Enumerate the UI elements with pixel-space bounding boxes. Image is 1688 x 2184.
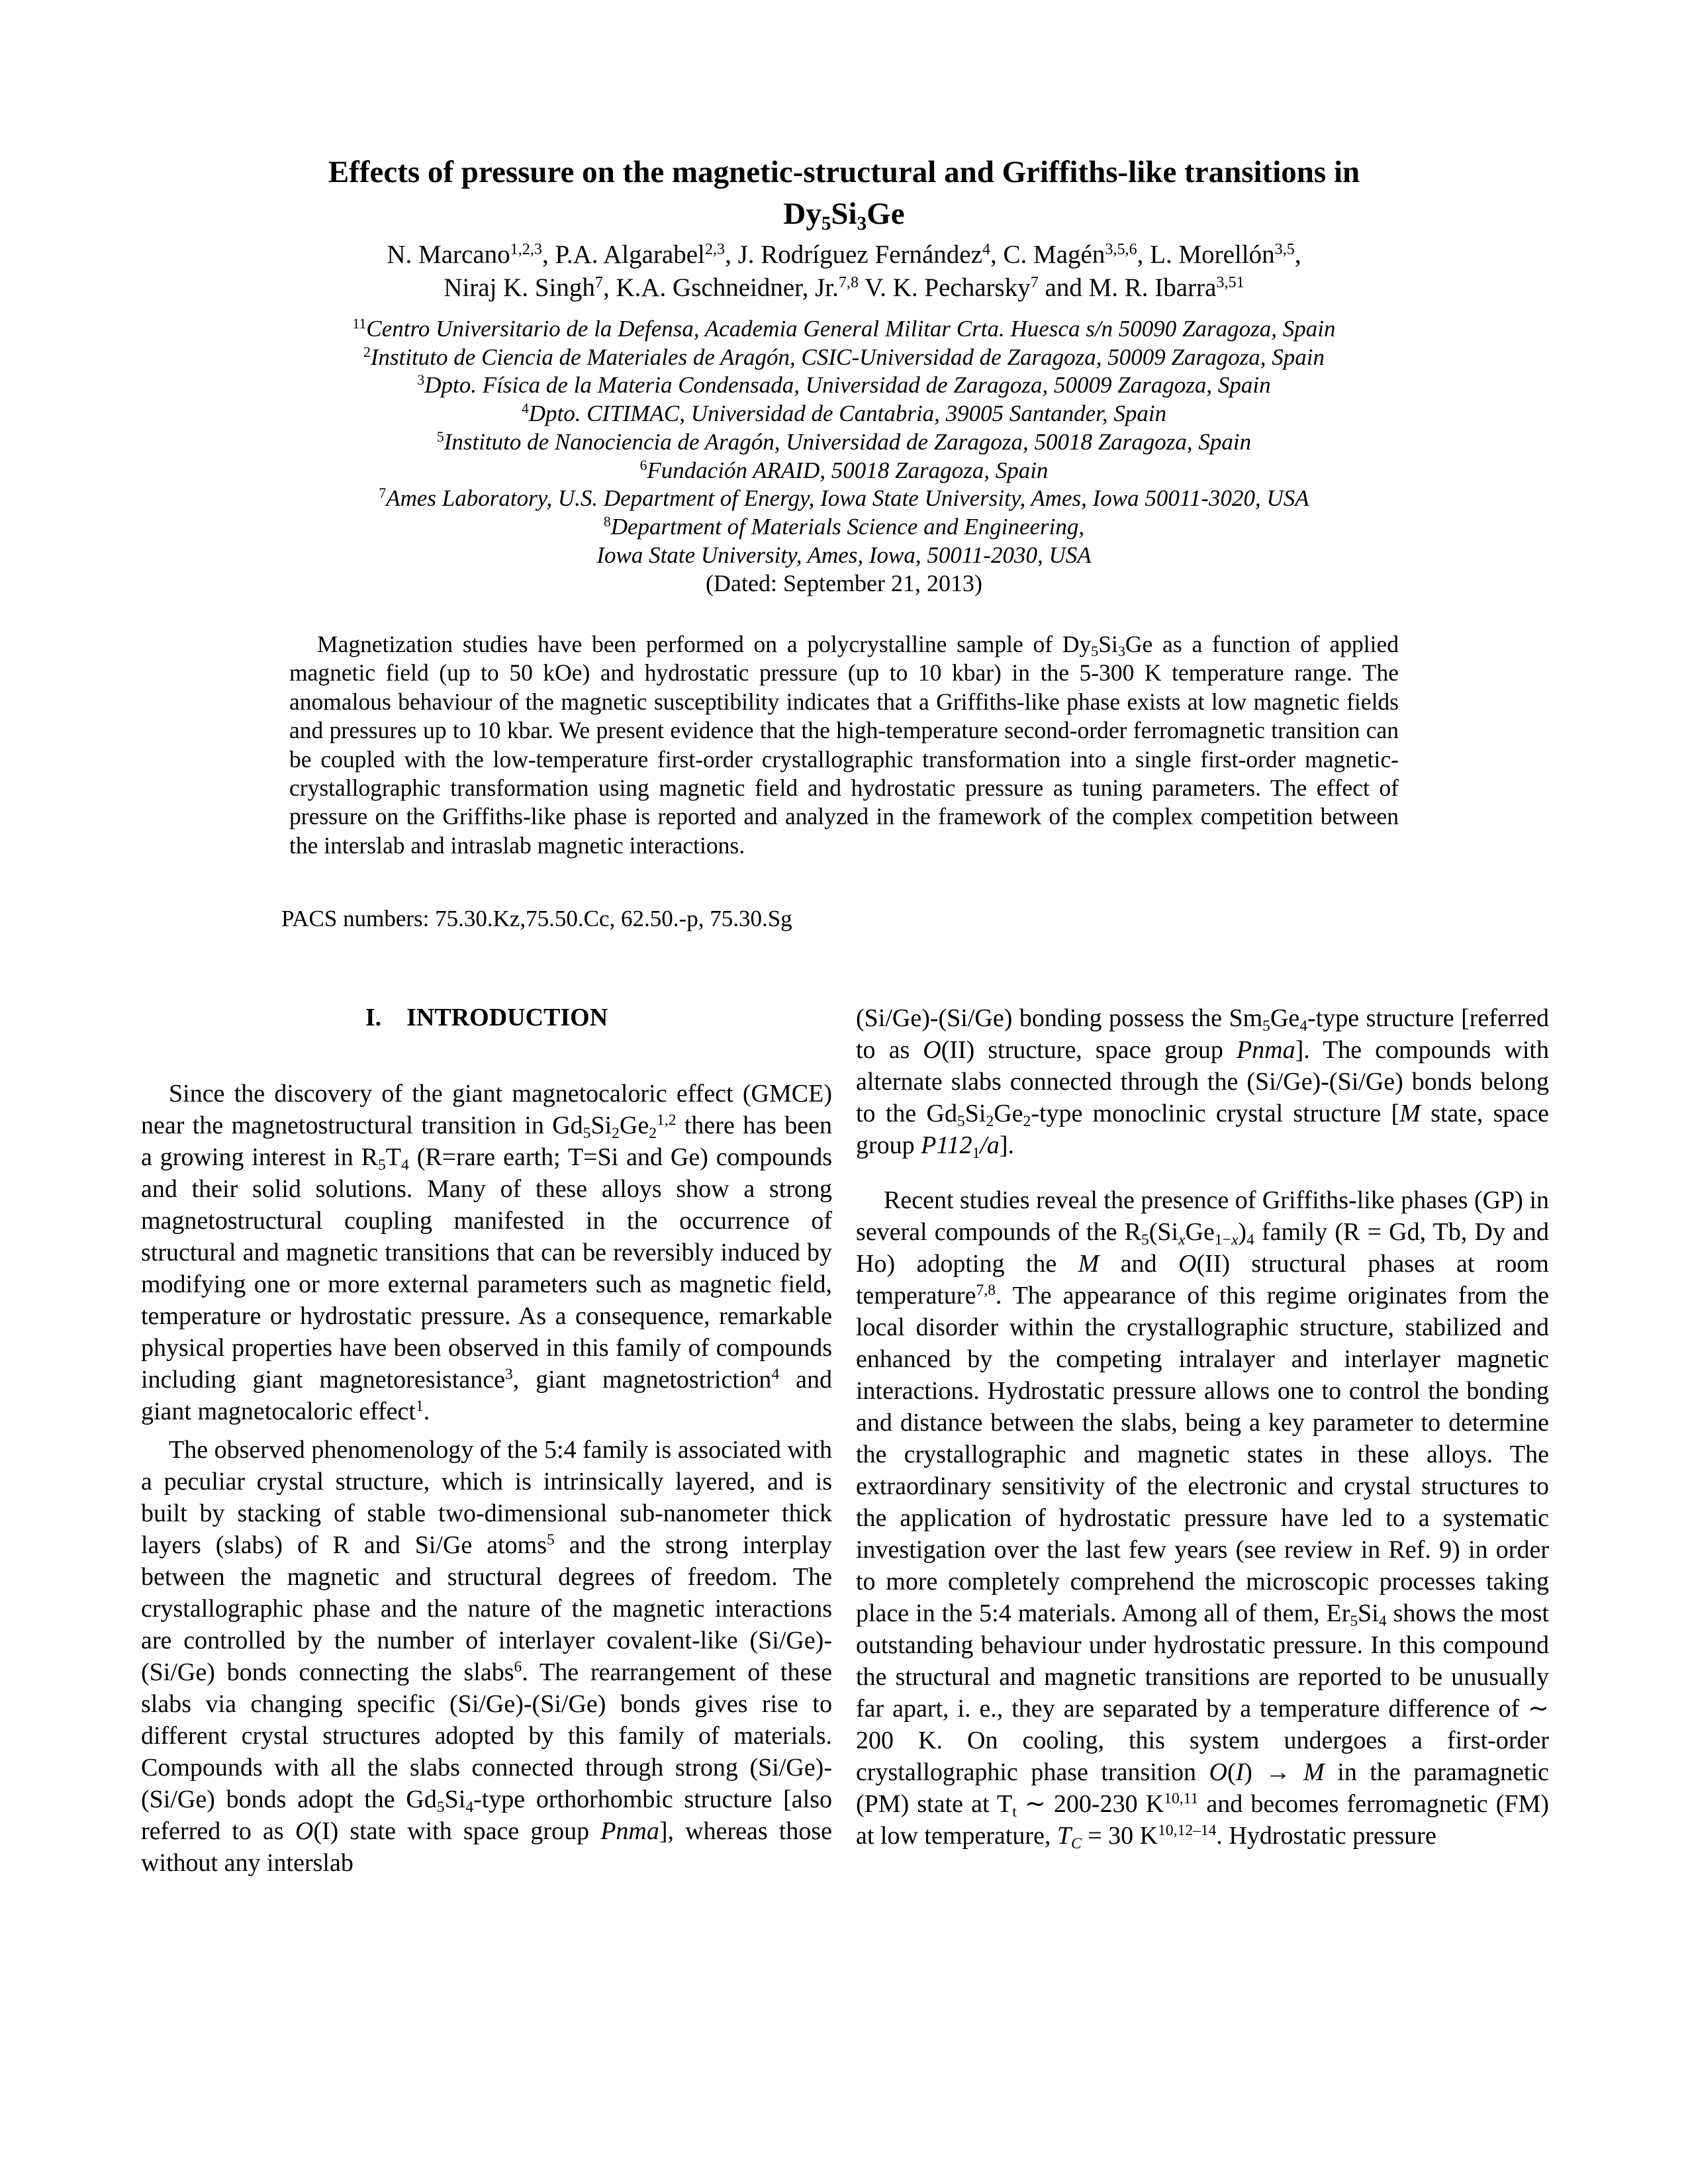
affiliation-line: $^5$Instituto de Nanociencia de Aragón, Universidad de Zaragoza, 50018 Zaragoza, Spain: [436, 428, 1252, 455]
section-number: I.: [365, 1004, 382, 1031]
affiliation-line: $^7$Ames Laboratory, U.S. Department of Energy, Iowa State University, Ames, Iowa 50011-3020, USA: [379, 485, 1309, 512]
affiliation-line: Iowa State University, Ames, Iowa, 50011-2030, USA: [596, 542, 1092, 568]
abstract: [289, 630, 1399, 860]
paper-title-line1: Effects of pressure on the magnetic-structural and Griffiths-like transitions in: [328, 155, 1360, 190]
left-column: [141, 1002, 832, 1879]
author-list: [0, 238, 1688, 305]
affiliation-line: $^8$Department of Materials Science and Engineering,: [603, 513, 1085, 540]
body-paragraph: (Si/Ge)-(Si/Ge) bonding possess the $Sm_5Ge_4$-type structure [referred to as O(II) structure, space group Pnma]. The compounds with alternate slabs connected through the (Si/Ge)-(Si/Ge) bonds belong to the $Gd_5Si_2Ge_2$-type monoclinic crystal structure [M state, space group $P112_1/a$].: [856, 1004, 1549, 1162]
paper-title-line2: $Dy_5Si_3Ge$: [783, 197, 905, 234]
right-column: [856, 1002, 1549, 1852]
section-heading-introduction: [141, 1002, 832, 1033]
body-paragraph: Recent studies reveal the presence of Griffiths-like phases (GP) in several compounds of the $R_5(Si_xGe_{1-x})_4$ family (R = Gd, Tb, Dy and Ho) adopting the M and O(II) structural phases at room temperature$^{7,8}$. The appearance of this regime originates from the local disorder within the crystallographic structure, stabilized and enhanced by the competing intralayer and interlayer magnetic interactions. Hydrostatic pressure allows one to control the bonding and distance between the slabs, being a key parameter to determine the crystallographic and magnetic states in these alloys. The extraordinary sensitivity of the electronic and crystal structures to the application of hydrostatic pressure have led to a systematic investigation over the last few years (see review in Ref. 9) in order to more completely comprehend the microscopic processes taking place in the 5:4 materials. Among all of them, $Er_5Si_4$ shows the most outstanding behaviour under hydrostatic pressure. In this compound the structural and magnetic transitions are reported to be unusually far apart, i. e., they are separated by a temperature difference of ∼ 200 K. On cooling, this system undergoes a first-order crystallographic phase transition O(I) → M in the paramagnetic (PM) state at $T_t$ ∼ 200-230 K$^{10,11}$ and becomes ferromagnetic (FM) at low temperature, $T_C = 30$ K$^{10,12-14}$. Hydrostatic pressure: [856, 1186, 1550, 1852]
affiliation-line: $^4$Dpto. CITIMAC, Universidad de Cantabria, 39005 Santander, Spain: [521, 401, 1167, 427]
affiliation-line: $^6$Fundación ARAID, 50018 Zaragoza, Spain: [639, 457, 1049, 483]
abstract-text: Magnetization studies have been performed on a polycrystalline sample of $Dy_5Si_3Ge$ as a function of applied magnetic field (up to 50 kOe) and hydrostatic pressure (up to 10 kbar) in the 5-300 K temperature range. The anomalous behaviour of the magnetic susceptibility indicates that a Griffiths-like phase exists at low magnetic fields and pressures up to 10 kbar. We present evidence that the high-temperature second-order ferromagnetic transition can be coupled with the low-temperature first-order crystallographic transformation into a single first-order magnetic-crystallographic transformation using magnetic field and hydrostatic pressure as tuning parameters. The effect of pressure on the Griffiths-like phase is reported and analyzed in the framework of the complex competition between the interslab and intraslab magnetic interactions.: [289, 631, 1399, 859]
section-title: INTRODUCTION: [406, 1004, 608, 1031]
body-paragraph: Since the discovery of the giant magnetocaloric effect (GMCE) near the magnetostructural transition in $Gd_5Si_2Ge_2^{1,2}$ there has been a growing interest in $R_5T_4$ (R=rare earth; T=Si and Ge) compounds and their solid solutions. Many of these alloys show a strong magnetostructural coupling manifested in the occurrence of structural and magnetic transitions that can be reversibly induced by modifying one or more external parameters such as magnetic field, temperature or hydrostatic pressure. As a consequence, remarkable physical properties have been observed in this family of compounds including giant magnetoresistance$^3$, giant magnetostriction$^4$ and giant magnetocaloric effect$^1$.: [141, 1080, 832, 1425]
author-line: Niraj K. Singh$^7$, K.A. Gschneidner, Jr.$^{7,8}$ V. K. Pecharsky$^7$ and M. R. Ibarra$^{3,51}$: [444, 273, 1244, 302]
body-paragraph: The observed phenomenology of the 5:4 family is associated with a peculiar crystal structure, which is intrinsically layered, and is built by stacking of stable two-dimensional sub-nanometer thick layers (slabs) of R and Si/Ge atoms$^5$ and the strong interplay between the magnetic and structural degrees of freedom. The crystallographic phase and the nature of the magnetic interactions are controlled by the number of interlayer covalent-like (Si/Ge)-(Si/Ge) bonds connecting the slabs$^6$. The rearrangement of these slabs via changing specific (Si/Ge)-(Si/Ge) bonds gives rise to different crystal structures adopted by this family of materials. Compounds with all the slabs connected through strong (Si/Ge)-(Si/Ge) bonds adopt the $Gd_5Si_4$-type orthorhombic structure [also referred to as O(I) state with space group Pnma], whereas those without any interslab: [141, 1436, 833, 1877]
affiliation-list: [0, 315, 1688, 569]
dated-line: (Dated: September 21, 2013): [706, 570, 982, 596]
affiliation-line: $^2$Instituto de Ciencia de Materiales de Aragón, CSIC-Universidad de Zaragoza, 50009 Zaragoza, Spain: [363, 344, 1325, 370]
affiliation-line: $^{11}$Centro Universitario de la Defensa, Academia General Militar Crta. Huesca s/n 50090 Zaragoza, Spain: [352, 316, 1336, 342]
paper-title: [0, 152, 1688, 235]
author-line: N. Marcano$^{1,2,3}$, P.A. Algarabel$^{2,3}$, J. Rodríguez Fernández$^4$, C. Magén$^{3,5,6}$, L. Morellón$^{3,5}$,: [387, 240, 1301, 269]
affiliation-line: $^3$Dpto. Física de la Materia Condensada, Universidad de Zaragoza, 50009 Zaragoza, Spain: [417, 372, 1271, 399]
pacs-numbers: PACS numbers: 75.30.Kz,75.50.Cc, 62.50.-p, 75.30.Sg: [281, 906, 792, 931]
